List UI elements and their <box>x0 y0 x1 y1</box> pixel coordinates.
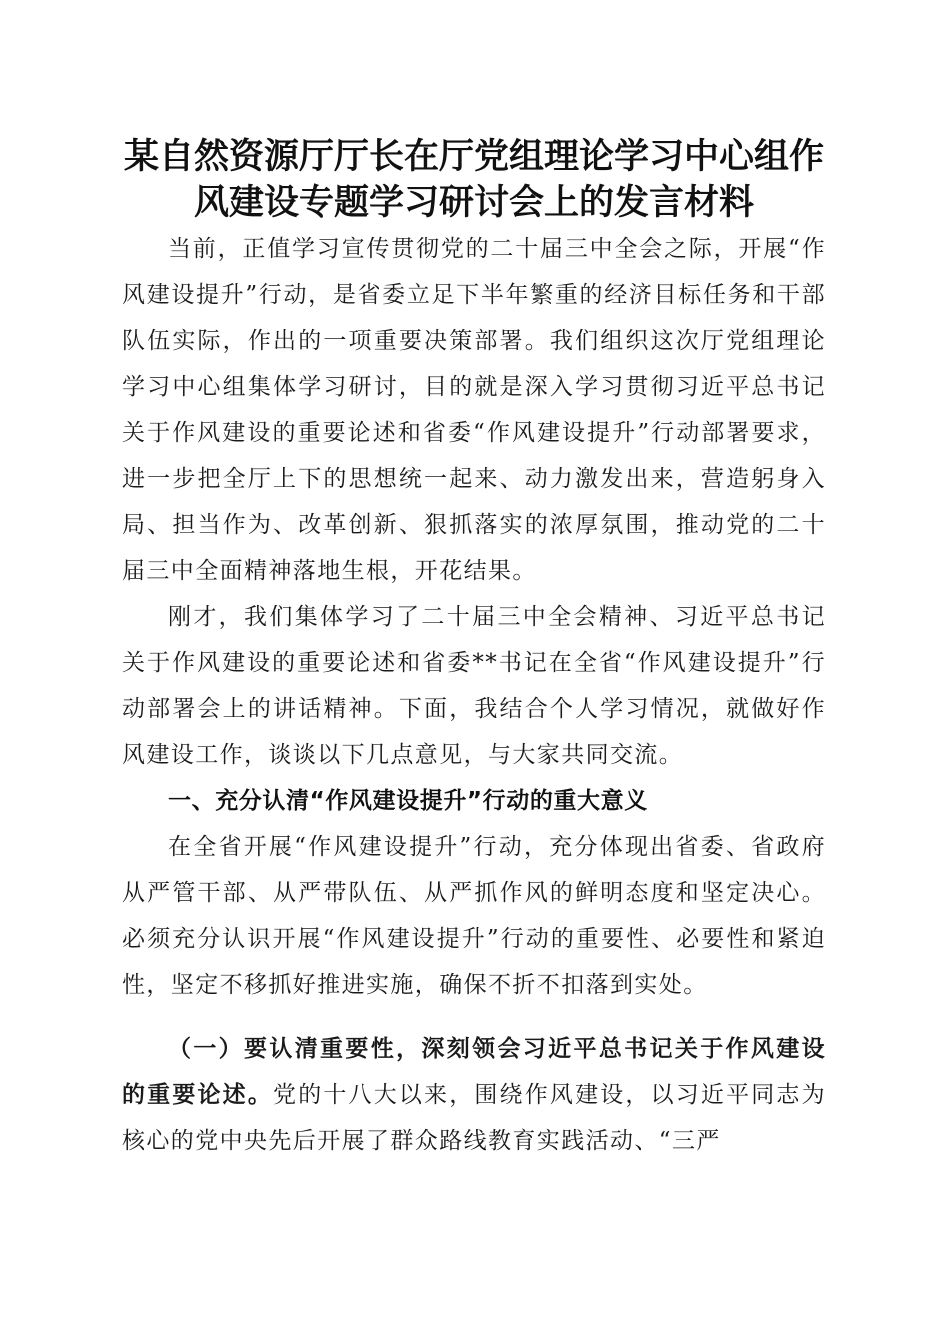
section-1-paragraph: 在全省开展“作风建设提升”行动，充分体现出省委、省政府从严管干部、从严带队伍、从严抓作风的鲜明态度和坚定决心。必须充分认识开展“作风建设提升”行动的重要性、必要性和紧迫性，坚定不移抓好推进实施，确保不折不扣落到实处。 <box>122 834 826 998</box>
document-title <box>118 134 830 226</box>
subsection-1-body: 党的十八大以来，围绕作风建设，以习近平同志为核心的党中央先后开展了群众路线教育实践活动、“三严 <box>122 1082 826 1154</box>
title-line-1: 某自然资源厅厅长在厅党组理论学习中心组作 <box>123 136 824 177</box>
subsection-1-lead: （一）要认清重要性，深刻领会习近平总书记关于作风建设的重要论述。 <box>122 1035 826 1108</box>
section-heading-1: 一、充分认清“作风建设提升”行动的重大意义 <box>168 788 648 814</box>
subsection-1-paragraph <box>122 1026 826 1164</box>
title-line-2: 风建设专题学习研讨会上的发言材料 <box>193 182 754 223</box>
document-body <box>122 134 826 1164</box>
intro-paragraph-1: 当前，正值学习宣传贯彻党的二十届三中全会之际，开展“作风建设提升”行动，是省委立足下半年繁重的经济目标任务和干部队伍实际，作出的一项重要决策部署。我们组织这次厅党组理论学习中心组集体学习研讨，目的就是深入学习贯彻习近平总书记关于作风建设的重要论述和省委“作风建设提升”行动部署要求，进一步把全厅上下的思想统一起来、动力激发出来，营造躬身入局、担当作为、改革创新、狠抓落实的浓厚氛围，推动党的二十届三中全面精神落地生根，开花结果。 <box>122 236 826 584</box>
intro-paragraph-2: 刚才，我们集体学习了二十届三中全会精神、习近平总书记关于作风建设的重要论述和省委**书记在全省“作风建设提升”行动部署会上的讲话精神。下面，我结合个人学习情况，就做好作风建设工作，谈谈以下几点意见，与大家共同交流。 <box>122 604 826 768</box>
